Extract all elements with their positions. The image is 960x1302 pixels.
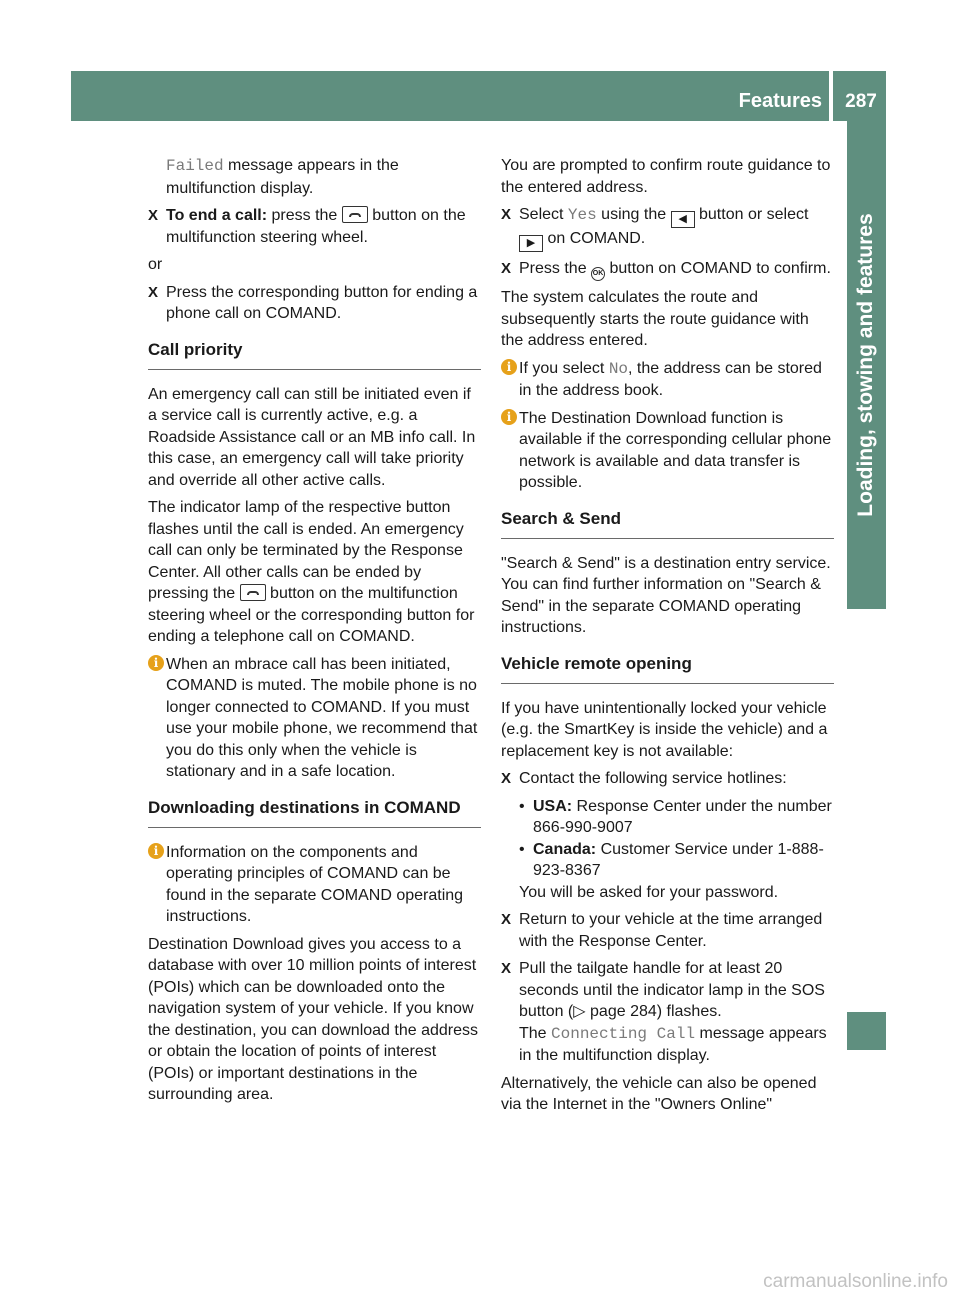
info-icon: i	[148, 655, 164, 671]
step-end-call-label: To end a call:	[166, 207, 268, 224]
step-end-call	[148, 205, 481, 248]
step-marker: X	[501, 260, 512, 277]
password-note: You will be asked for your password.	[519, 883, 779, 901]
step-return-text: Return to your vehicle at the time arranged with the Response Center.	[519, 911, 823, 950]
failed-message-code: Failed	[166, 157, 224, 175]
remote-opening-paragraph: If you have unintentionally locked your vehicle (e.g. the SmartKey is inside the vehicle) and a replacement key is not available:	[501, 699, 828, 760]
step-end-call-text-a: press the	[267, 207, 342, 224]
step-marker: X	[501, 770, 512, 787]
step-press-text-b: button on COMAND to confirm.	[605, 260, 831, 277]
step-pull-text-a: Pull the tailgate handle for at least 20 seconds until the indicator lamp in the SOS button (	[519, 960, 825, 1020]
or-text: or	[148, 256, 163, 273]
hotline-canada-text: Customer Service under 1-888-923-8367	[533, 840, 824, 879]
step-press-text-a: Press the	[519, 260, 592, 277]
hotline-usa	[501, 796, 834, 839]
call-priority-paragraph-2	[148, 497, 481, 648]
prompt-paragraph: You are prompted to confirm route guidance to the entered address.	[501, 157, 831, 196]
page-number: 287	[845, 91, 877, 112]
alternative-paragraph: Alternatively, the vehicle can also be opened via the Internet in the "Owners Online"	[501, 1074, 817, 1113]
right-arrow-key-icon: ▶	[519, 235, 543, 252]
step-marker: X	[148, 283, 159, 301]
connecting-call-code: Connecting Call	[551, 1024, 696, 1043]
call-priority-paragraph-1: An emergency call can still be initiated even if a service call is currently active, e.g. a Roadside Assistance call or an MB info call. In this case, an emergency call will take priority and override all other active calls.	[148, 385, 476, 489]
hotline-usa-text: Response Center under the number 866-990-9007	[533, 797, 832, 836]
page-reference-icon: ▷	[573, 1003, 586, 1020]
info-mbrace-note	[148, 654, 481, 783]
route-calc-paragraph: The system calculates the route and subsequently starts the route guidance with the address entered.	[501, 289, 809, 349]
heading-search-send: Search & Send	[501, 508, 834, 539]
step-select-text-a: Select	[519, 206, 568, 223]
step-contact-hotlines	[501, 768, 834, 790]
step-marker: X	[148, 207, 159, 224]
hotline-usa-label: USA:	[533, 797, 573, 815]
info-destination-download-note	[501, 408, 834, 494]
heading-call-priority: Call priority	[148, 339, 481, 370]
ok-key-icon: OK	[591, 267, 605, 281]
step-contact-text: Contact the following service hotlines:	[519, 770, 787, 787]
info-components-text: Information on the components and operating principles of COMAND can be found in the separate COMAND operating instructions.	[166, 843, 464, 925]
header-divider	[829, 71, 833, 121]
connecting-text-a: The	[519, 1024, 552, 1042]
destination-download-paragraph: Destination Download gives you access to a database with over 10 million points of interest (POIs) which can be downloaded onto the navigation system of your vehicle. If you know the destination, you can download the address or obtain the location of points of interest (POIs) or important destinations in the surrounding area.	[148, 935, 479, 1103]
no-option-code: No	[608, 359, 629, 378]
hotline-canada-label: Canada:	[533, 840, 597, 858]
yes-option-code: Yes	[567, 206, 597, 224]
step-select-text-b: using the	[596, 206, 671, 223]
info-icon: i	[501, 409, 517, 425]
step-pull-text-b: page 284) flashes.	[585, 1003, 722, 1020]
connecting-text-b: message appears in the multifunction display.	[519, 1024, 827, 1064]
info-mbrace-text: When an mbrace call has been initiated, COMAND is muted. The mobile phone is no longer connected to COMAND. If you must use your mobile phone, we recommend that you do this only when the vehicle is stationary and in a safe location.	[166, 655, 478, 780]
step-end-call-text-b: button on the multifunction steering wheel.	[166, 207, 466, 246]
bullet-dot: •	[519, 840, 525, 858]
step-press-end-text: Press the corresponding button for ending a phone call on COMAND.	[166, 283, 478, 322]
left-arrow-key-icon: ◀	[671, 211, 695, 228]
step-marker: X	[501, 206, 512, 223]
end-call-key-icon	[342, 206, 368, 223]
end-call-key-icon	[240, 584, 266, 601]
step-press-confirm	[501, 258, 834, 281]
info-no-text-b: , the address can be stored in the address book.	[519, 359, 822, 399]
watermark: carmanualsonline.info	[763, 1271, 948, 1292]
right-column	[501, 155, 834, 1122]
step-select-text-d: on COMAND.	[543, 230, 646, 247]
call-priority-text-b: button on the multifunction steering wheel or the corresponding button for ending a telephone call on COMAND.	[148, 585, 475, 645]
side-tab-label: Loading, stowing and features	[854, 213, 877, 517]
failed-message-paragraph	[148, 155, 481, 199]
left-column	[148, 155, 481, 1112]
bullet-dot: •	[519, 797, 525, 815]
info-icon: i	[148, 843, 164, 859]
search-send-paragraph: "Search & Send" is a destination entry service. You can find further information on "Search & Send" in the separate COMAND operating instructions.	[501, 554, 831, 636]
info-select-no-note	[501, 358, 834, 402]
step-pull-tailgate	[501, 958, 834, 1067]
side-marker-block	[847, 1012, 886, 1050]
step-marker: X	[501, 960, 512, 977]
failed-message-text: message appears in the multifunction display.	[166, 157, 399, 197]
step-marker: X	[501, 911, 512, 928]
info-no-text-a: If you select	[519, 359, 609, 377]
call-priority-text-a: The indicator lamp of the respective button flashes until the call is ended. An emergency call can only be terminated by the Response Center. All other calls can be ended by pressing the	[148, 499, 464, 602]
step-select-text-c: button or select	[694, 206, 809, 223]
hotline-canada	[501, 839, 834, 882]
info-dd-text: The Destination Download function is available if the corresponding cellular phone network is available and data transfer is possible.	[519, 409, 832, 491]
heading-downloading-destinations: Downloading destinations in COMAND	[148, 797, 481, 828]
info-icon: i	[501, 359, 517, 375]
step-press-end	[148, 282, 481, 325]
section-title: Features	[738, 90, 822, 112]
step-return-vehicle	[501, 909, 834, 952]
info-components-note	[148, 842, 481, 928]
step-select-yes	[501, 204, 834, 252]
heading-vehicle-remote-opening: Vehicle remote opening	[501, 653, 834, 684]
